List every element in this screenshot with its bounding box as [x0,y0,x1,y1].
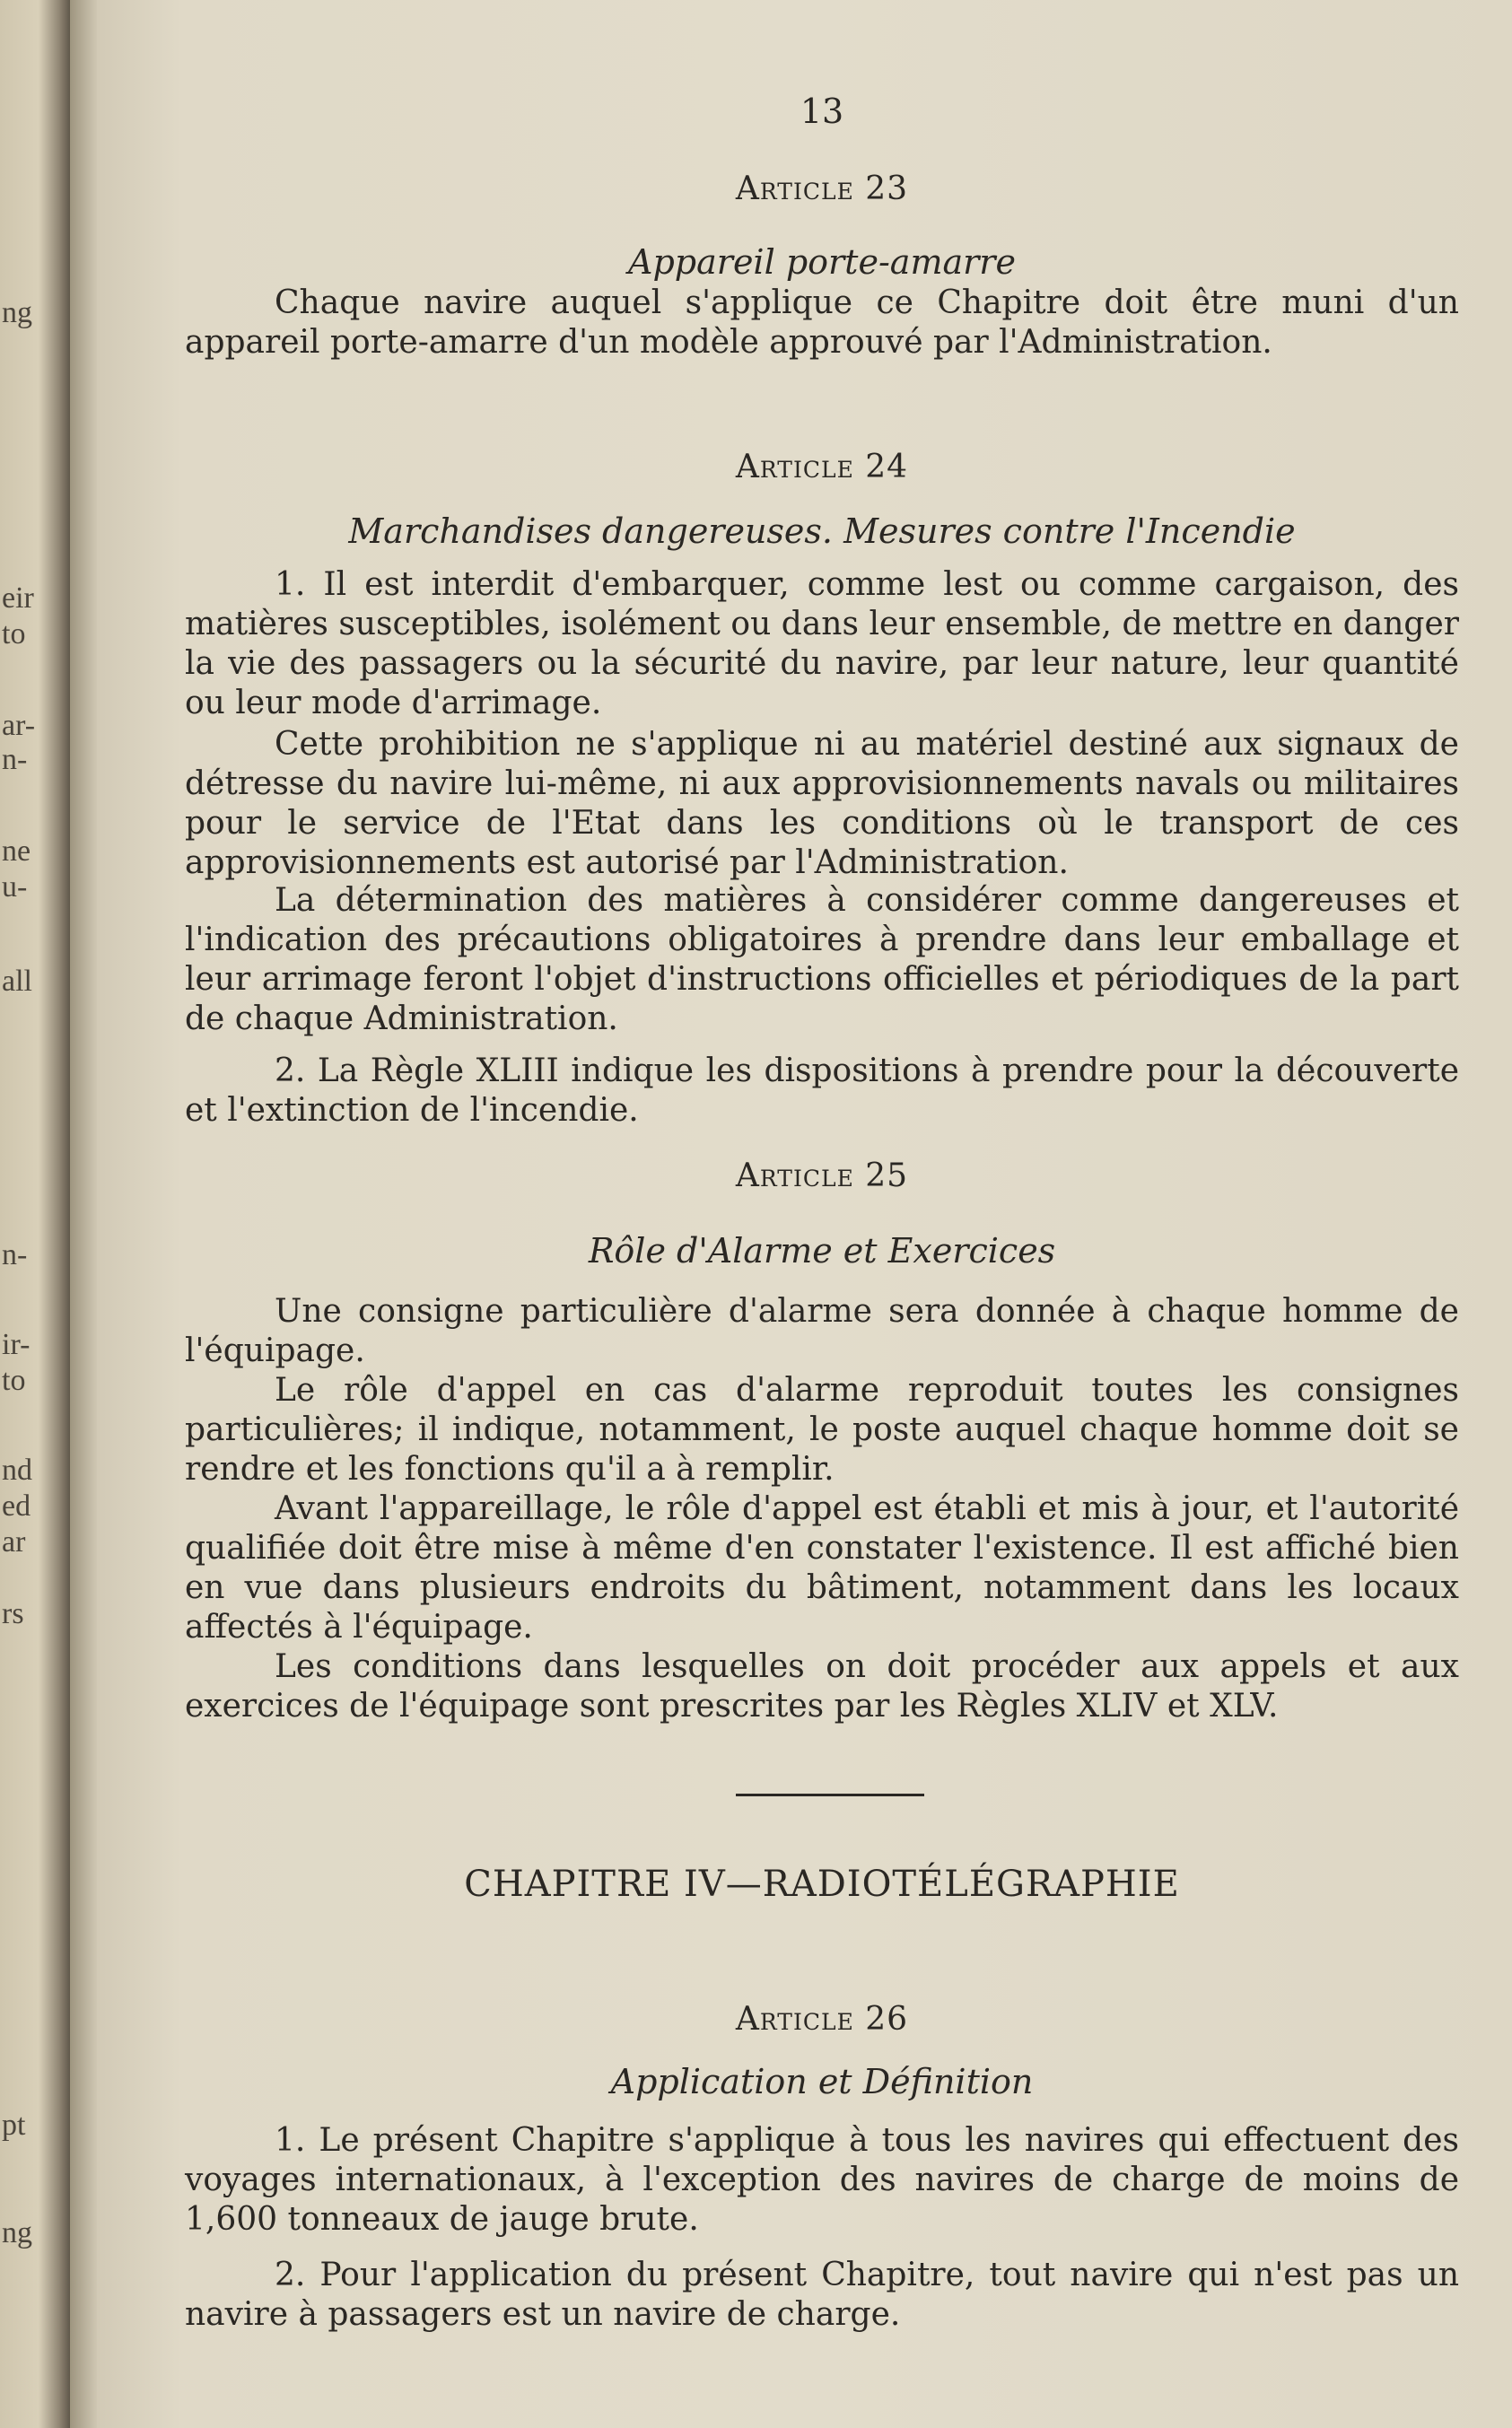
margin-fragment: u- [2,870,28,904]
paragraph: La détermination des matières à considérer comme dangereuses et l'indication des précautions obligatoires à prendre dans leur emballage et leur arrimage feront l'objet d'instructions officielles et périodiques de la part de chaque Administration. [185,882,1459,1037]
margin-fragment: rs [2,1597,24,1630]
margin-fragment: to [2,617,26,651]
paragraph: Cette prohibition ne s'applique ni au matériel destiné aux signaux de détresse du navire lui-même, ni aux approvisionnements navals ou militaires pour le service de l'Etat dans les conditions où le transport de ces approvisionnements est autorisé par l'Administration. [185,726,1459,881]
margin-fragment: ar- [2,709,36,742]
paragraph: Les conditions dans lesquelles on doit procéder aux appels et aux exercices de l'équipage sont prescrites par les Règles XLIV et XLV. [185,1648,1459,1725]
margin-fragment: n- [2,1238,28,1271]
paragraph: 2. Pour l'application du présent Chapitre, tout navire qui n'est pas un navire à passagers est un navire de charge. [185,2257,1459,2333]
chapter-title: CHAPITRE IV—RADIOTÉLÉGRAPHIE [464,1864,1180,1905]
margin-fragment: eir [2,581,34,615]
paragraph: 2. La Règle XLIII indique les dispositions à prendre pour la découverte et l'extinction de l'incendie. [185,1052,1459,1129]
article-heading: Article 26 [735,2001,909,2038]
paragraph: Chaque navire auquel s'applique ce Chapitre doit être muni d'un appareil porte-amarre d'un modèle approuvé par l'Administration. [185,284,1459,361]
paragraph: 1. Il est interdit d'embarquer, comme lest ou comme cargaison, des matières susceptibles, isolément ou dans leur ensemble, de mettre en danger la vie des passagers ou la sécurité du navire, par leur nature, leur quantité ou leur mode d'arrimage. [185,566,1459,721]
document-page [97,0,1512,2428]
margin-fragment: ir- [2,1328,31,1361]
section-divider [736,1794,924,1796]
paragraph: Le rôle d'appel en cas d'alarme reproduit toutes les consignes particulières; il indique, notamment, le poste auquel chaque homme doit se rendre et les fonctions qu'il a à remplir. [185,1372,1459,1488]
margin-fragment: ar [2,1525,26,1559]
margin-fragment: ng [2,2216,32,2249]
margin-fragment: pt [2,2109,26,2142]
article-heading: Article 25 [735,1157,909,1194]
page-number: 13 [800,92,844,131]
margin-fragment: n- [2,743,28,776]
margin-fragment: ng [2,296,32,329]
article-subtitle: Marchandises dangereuses. Mesures contre l'Incendie [348,511,1296,551]
page-gutter [70,0,97,2428]
paragraph: Avant l'appareillage, le rôle d'appel est établi et mis à jour, et l'autorité qualifiée doit être mise à même d'en constater l'existence. Il est affiché bien en vue dans plusieurs endroits du bâtiment, notamment dans les locaux affectés à l'équipage. [185,1490,1459,1646]
margin-fragment: to [2,1364,26,1397]
margin-fragment: all [2,965,32,998]
article-subtitle: Appareil porte-amarre [628,242,1016,282]
article-subtitle: Rôle d'Alarme et Exercices [588,1231,1056,1271]
paragraph: 1. Le présent Chapitre s'applique à tous les navires qui effectuent des voyages internationaux, à l'exception des navires de charge de moins de 1,600 tonneaux de jauge brute. [185,2122,1459,2238]
paragraph: Une consigne particulière d'alarme sera donnée à chaque homme de l'équipage. [185,1293,1459,1369]
margin-fragment: ed [2,1489,31,1523]
article-heading: Article 24 [735,449,909,485]
margin-fragment: ne [2,834,31,868]
article-subtitle: Application et Définition [610,2062,1034,2101]
margin-fragment: nd [2,1454,32,1487]
facing-page-margin [0,0,70,2428]
article-heading: Article 23 [735,170,909,207]
